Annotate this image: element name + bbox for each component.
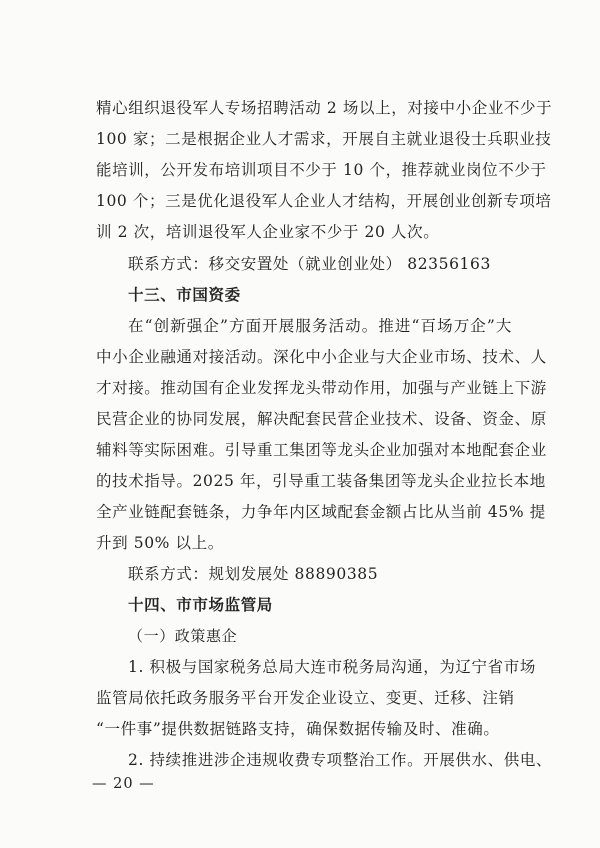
contact-line: 联系方式：规划发展处 88890385 [128, 565, 379, 583]
subsection-heading: （一）政策惠企 [128, 627, 238, 645]
page-number: — 20 — [92, 776, 155, 792]
contact-line: 联系方式：移交安置处（就业创业处） 82356163 [128, 255, 491, 273]
paragraph-line: 才对接。推动国有企业发挥龙头带动作用，加强与产业链上下游 [96, 379, 547, 397]
paragraph-line: 的技术指导。2025 年，引导重工装备集团等龙头企业拉长本地 [96, 472, 546, 490]
paragraph-line: 全产业链配套链条，力争年内区域配套金额占比从当前 45% 提 [96, 503, 546, 521]
paragraph-line: 1. 积极与国家税务总局大连市税务局沟通，为辽宁省市场 [128, 658, 536, 676]
section-heading: 十四、市市场监管局 [128, 596, 273, 614]
paragraph-line: 100 个；三是优化退役军人企业人才结构，开展创业创新专项培 [96, 192, 552, 210]
paragraph-line: 精心组织退役军人专场招聘活动 2 场以上，对接中小企业不少于 [96, 99, 553, 117]
paragraph-line: 辅料等实际困难。引导重工集团等龙头企业加强对本地配套企业 [96, 441, 547, 459]
paragraph-line: 民营企业的协同发展，解决配套民营企业技术、设备、资金、原 [96, 410, 547, 428]
section-heading: 十三、市国资委 [128, 286, 241, 304]
paragraph-line: 中小企业融通对接活动。深化中小企业与大企业市场、技术、人 [96, 348, 547, 366]
paragraph-line: “一件事”提供数据链路支持，确保数据传输及时、准确。 [96, 720, 500, 738]
paragraph-line: 升到 50% 以上。 [96, 534, 224, 552]
paragraph-line: 2. 持续推进涉企违规收费专项整治工作。开展供水、供电、 [128, 751, 553, 769]
paragraph-line: 监管局依托政务服务平台开发企业设立、变更、迁移、注销 [96, 689, 515, 707]
paragraph-line: 能培训，公开发布培训项目不少于 10 个，推荐就业岗位不少于 [96, 161, 547, 179]
paragraph-line: 100 家；二是根据企业人才需求，开展自主就业退役士兵职业技 [96, 130, 552, 148]
paragraph-line: 在“创新强企”方面开展服务活动。推进“百场万企”大 [128, 317, 512, 335]
paragraph-line: 训 2 次，培训退役军人企业家不少于 20 人次。 [96, 223, 440, 241]
